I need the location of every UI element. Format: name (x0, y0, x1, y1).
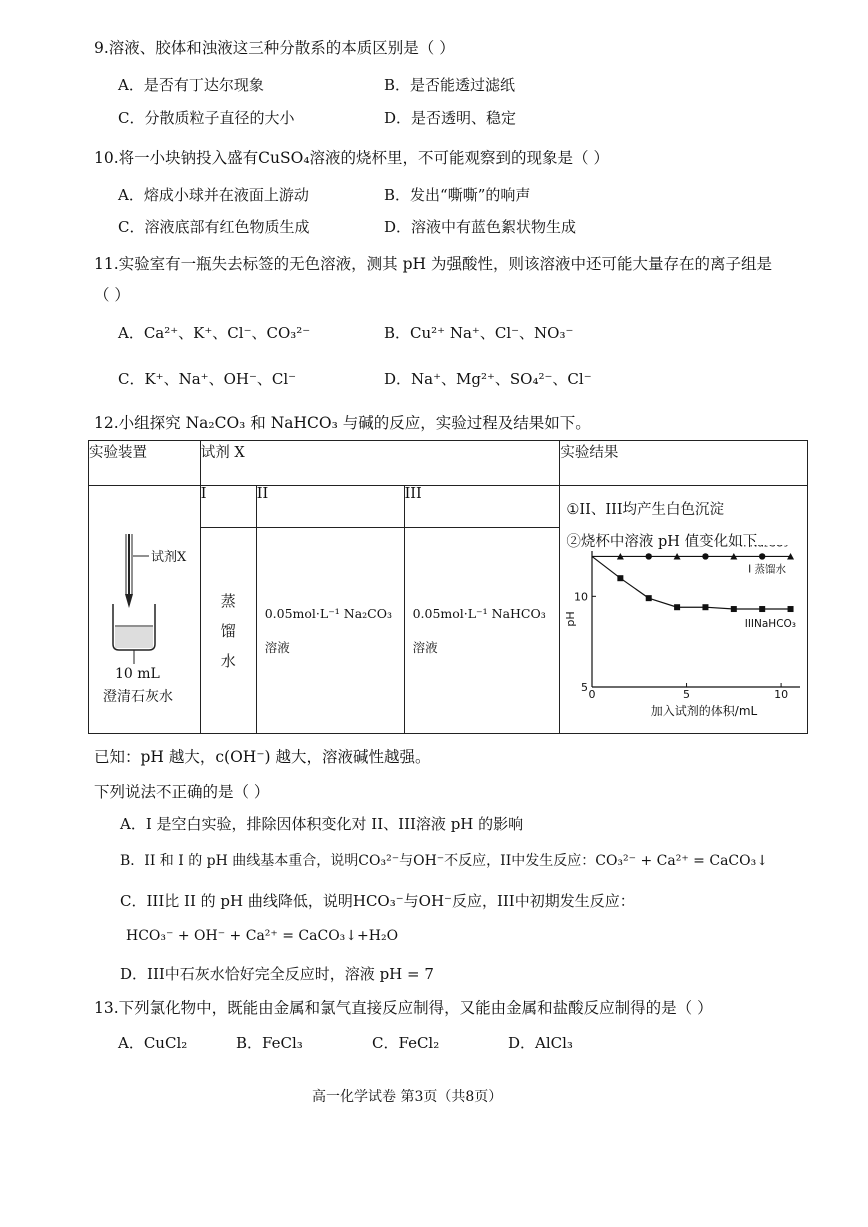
header-result: 实验结果 (560, 441, 808, 486)
q11-stem-bracket: （ ） (94, 286, 130, 304)
device-volume-label: 10 mL (115, 666, 160, 682)
q9-option-b[interactable]: B．是否能透过滤纸 (384, 76, 516, 94)
q13-stem: 13.下列氯化物中，既能由金属和氯气直接反应制得，又能由金属和盐酸反应制得的是（ ） (94, 999, 713, 1017)
q13-option-a[interactable]: A．CuCl₂ (118, 1034, 188, 1052)
q10-option-d[interactable]: D．溶液中有蓝色絮状物生成 (384, 218, 577, 236)
q11-option-d[interactable]: D．Na⁺、Mg²⁺、SO₄²⁻、Cl⁻ (384, 370, 592, 388)
q12-option-d[interactable]: D．III中石灰水恰好完全反应时，溶液 pH = 7 (120, 965, 434, 983)
reagent-I-text: 蒸馏水 (220, 591, 236, 670)
y-tick-label: 5 (581, 681, 588, 694)
x-tick-label: 10 (774, 688, 789, 701)
q9-option-c[interactable]: C．分散质粒子直径的大小 (118, 109, 295, 127)
col-I: I (200, 486, 256, 528)
legend-label-water: I 蒸馏水 (748, 563, 786, 576)
x-tick-label: 0 (588, 688, 596, 701)
q11-stem: 11.实验室有一瓶失去标签的无色溶液，测其 pH 为强酸性，则该溶液中还可能大量存在的离子组是 (94, 255, 772, 273)
q12-option-b[interactable]: B．II 和 I 的 pH 曲线基本重合，说明CO₃²⁻与OH⁻不反应，II中发生反应：CO₃²⁻ + Ca²⁺ = CaCO₃↓ (120, 853, 768, 869)
ph-chart-svg (562, 545, 808, 725)
device-name-label: 澄清石灰水 (103, 689, 173, 705)
reagent-III (404, 528, 560, 734)
q13-option-d[interactable]: D．AlCl₃ (508, 1034, 573, 1052)
data-point-nahco3 (788, 606, 794, 612)
q12-known: 已知：pH 越大，c(OH⁻) 越大，溶液碱性越强。 (94, 748, 431, 766)
q11-option-a[interactable]: A．Ca²⁺、K⁺、Cl⁻、CO₃²⁻ (118, 324, 311, 342)
ph-chart (562, 545, 808, 725)
result-line-2: ②烧杯中溶液 pH 值变化如下 (566, 534, 758, 550)
q9-option-a[interactable]: A．是否有丁达尔现象 (118, 76, 264, 94)
reagent-II-sol: 溶液 (264, 639, 290, 655)
q12-option-c[interactable]: C．III比 II 的 pH 曲线降低，说明HCO₃⁻与OH⁻反应，III中初期发生反应： (120, 892, 635, 910)
data-point-nahco3 (759, 606, 765, 612)
q12-ask: 下列说法不正确的是（ ） (94, 783, 270, 801)
q10-stem: 10.将一小块钠投入盛有CuSO₄溶液的烧杯里，不可能观察到的现象是（ ） (94, 149, 609, 167)
data-point-nahco3 (731, 606, 737, 612)
y-tick-label: 10 (574, 590, 588, 604)
device-reagent-label: 试剂X (151, 550, 187, 565)
header-reagent: 试剂 X (200, 441, 560, 486)
data-point-nahco3 (702, 604, 708, 610)
reagent-III-sol: 溶液 (412, 639, 438, 655)
x-axis-label: 加入试剂的体积/mL (650, 704, 758, 718)
col-III: III (404, 486, 560, 528)
header-device: 实验装置 (89, 441, 201, 486)
q10-option-b[interactable]: B．发出“嘶嘶”的响声 (384, 186, 531, 204)
q12-option-c-equation: HCO₃⁻ + OH⁻ + Ca²⁺ = CaCO₃↓+H₂O (126, 928, 399, 944)
q11-option-b[interactable]: B．Cu²⁺ Na⁺、Cl⁻、NO₃⁻ (384, 324, 574, 342)
device-cell (89, 486, 201, 734)
q13-option-b[interactable]: B．FeCl₃ (236, 1034, 303, 1052)
reagent-II-conc: 0.05mol·L⁻¹ Na₂CO₃ (264, 605, 393, 621)
q11-option-c[interactable]: C．K⁺、Na⁺、OH⁻、Cl⁻ (118, 370, 297, 388)
reagent-I (200, 528, 256, 734)
q10-option-a[interactable]: A．熔成小球并在液面上游动 (118, 186, 309, 204)
reagent-II (256, 528, 404, 734)
data-point-nahco3 (617, 575, 623, 581)
col-II: II (256, 486, 404, 528)
y-axis-label: pH (564, 611, 577, 627)
data-point-na2co3 (646, 553, 652, 559)
data-point-na2co3 (702, 553, 708, 559)
q9-option-d[interactable]: D．是否透明、稳定 (384, 109, 517, 127)
x-tick-label: 5 (683, 688, 691, 701)
data-point-nahco3 (674, 604, 680, 610)
q10-option-c[interactable]: C．溶液底部有红色物质生成 (118, 218, 310, 236)
data-point-na2co3 (759, 553, 765, 559)
result-line-1: ①II、III均产生白色沉淀 (566, 502, 725, 518)
legend-label-na2co3 (740, 545, 788, 549)
legend-label-nahco3: IIINaHCO₃ (744, 618, 796, 631)
reagent-III-conc: 0.05mol·L⁻¹ NaHCO₃ (412, 605, 546, 621)
q13-option-c[interactable]: C．FeCl₂ (372, 1034, 440, 1052)
data-point-nahco3 (646, 595, 652, 601)
q9-stem: 9.溶液、胶体和浊液这三种分散系的本质区别是（ ） (94, 39, 455, 57)
q12-stem: 12.小组探究 Na₂CO₃ 和 NaHCO₃ 与碱的反应，实验过程及结果如下。 (94, 414, 591, 432)
page-footer: 高一化学试卷 第3页（共8页） (312, 1089, 503, 1105)
q12-option-a[interactable]: A．I 是空白实验，排除因体积变化对 II、III溶液 pH 的影响 (120, 815, 524, 833)
